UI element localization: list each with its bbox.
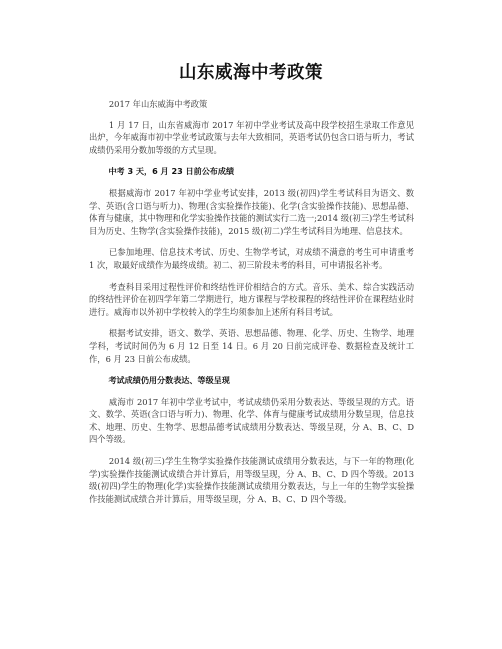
paragraph-scoring: 威海市 2017 年初中学业考试中，考试成绩仍采用分数表达、等级呈现的方式。语文、数学、英语(含口语与听力)、物理、化学、体育与健康考试成绩用分数呈现，信息技术、地理、历史、生物学、思想品德考试成绩用分数表达、等级呈现，分 A、B、C、D 四个等级。 [89,396,414,445]
section-heading-schedule: 中考 3 天，6 月 23 日前公布成绩 [108,166,235,177]
paragraph-evaluation: 考查科目采用过程性评价和终结性评价相结合的方式。音乐、美术、综合实践活动的终结性评价在初四学年第二学期进行，地方课程与学校课程的终结性评价在课程结业时进行。威海市以外初中学校转入的学生均须参加上述所有科目考试。 [89,281,414,317]
paragraph-subjects: 根据威海市 2017 年初中学业考试安排，2013 级(初四)学生考试科目为语文、数学、英语(含口语与听力)、物理(含实验操作技能)、化学(含实验操作技能)、思想品德、体育与健康，其中物理和化学实验操作技能的测试实行二选一;2014 级(初三)学生考试科目为历史、生物学(含实验操作技能)，2015 级(初二)学生考试科目为地理、信息技术。 [89,187,414,236]
paragraph-exam-dates: 根据考试安排，语文、数学、英语、思想品德、物理、化学、历史、生物学、地理学科，考试时间仍为 6 月 12 日至 14 日。6 月 20 日前完成评卷、数据检查及统计工作，6 月 23 日前公布成绩。 [89,328,414,364]
document-subtitle: 2017 年山东威海中考政策 [108,99,208,109]
paragraph-intro: 1 月 17 日，山东省威海市 2017 年初中学业考试及高中段学校招生录取工作意见出炉，今年威海市初中学业考试政策与去年大致相同，英语考试仍包含口语与听力，考试成绩仍采用分数加等级的方式呈现。 [89,119,414,155]
document-title: 山东威海中考政策 [179,63,323,83]
paragraph-retake: 已参加地理、信息技术考试、历史、生物学考试，对成绩不满意的考生可申请重考 1 次，取最好成绩作为最终成绩。初二、初三阶段未考的科目，可申请报名补考。 [89,247,414,270]
document-body [89,98,414,514]
paragraph-lab-scoring: 2014 级(初三)学生生物学实验操作技能测试成绩用分数表达，与下一年的物理(化学)实验操作技能测试成绩合并计算后，用等级呈现，分 A、B、C、D 四个等级。2013 级(初四)学生的物理(化学)实验操作技能测试成绩用分数表达，与上一年的生物学实验操作技能测试成绩合并计算后，用等级呈现，分 A、B、C、D 四个等级。 [89,456,414,504]
section-heading-scoring: 考试成绩仍用分数表达、等级呈现 [108,375,230,386]
